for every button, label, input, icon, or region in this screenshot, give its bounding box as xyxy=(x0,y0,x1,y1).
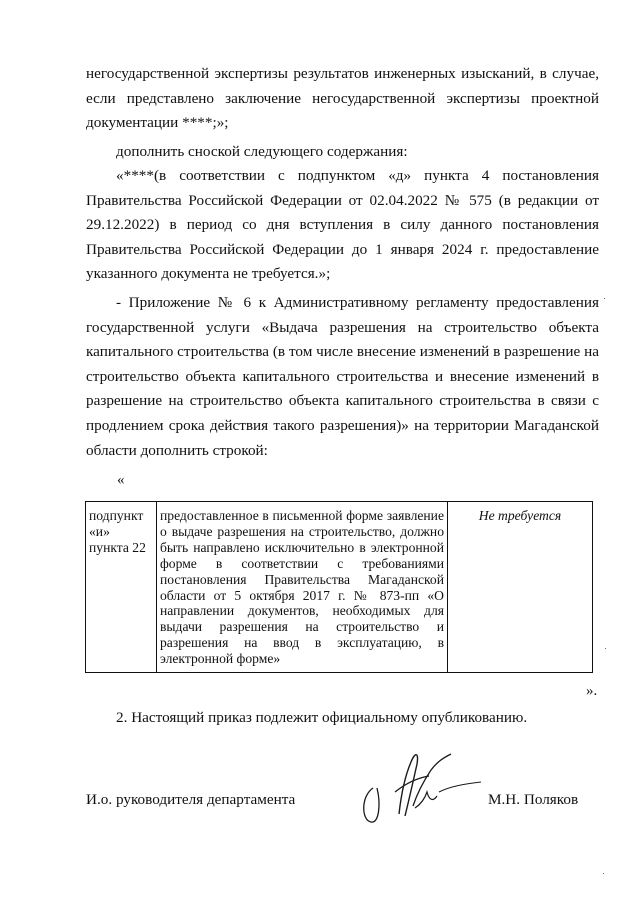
scan-speck xyxy=(603,873,604,874)
regulation-table xyxy=(85,501,593,673)
paragraph-footnote-intro xyxy=(86,140,599,165)
signatory-role: И.о. руководителя департамента xyxy=(86,791,296,808)
paragraph-expertise-text: негосударственной экспертизы результатов инженерных изысканий, в случае, если представлено заключение негосударственной экспертизы проектной документации ****;»; xyxy=(86,65,599,132)
signatory-name: М.Н. Поляков xyxy=(488,791,579,808)
paragraph-publication: 2. Настоящий приказ подлежит официальному опубликованию. xyxy=(116,709,528,726)
handwritten-signature xyxy=(355,748,485,826)
paragraph-footnote xyxy=(86,164,599,287)
scan-speck xyxy=(604,298,605,299)
paragraph-footnote-intro-text: дополнить сноской следующего содержания: xyxy=(116,143,408,160)
table-cell-subpoint: подпункт «и» пункта 22 xyxy=(86,502,157,673)
paragraph-expertise xyxy=(86,62,599,136)
table-cell-description: предоставленное в письменной форме заявление о выдаче разрешения на строительство, должно быть направлено исключительно в электронной форме в соответствии с требованиями постановления Правительства Магаданской области от 5 октября 2017 г. № 873-пп «О направлении документов, необходимых для выдачи разрешения на строительство и разрешения на ввод в эксплуатацию, в электронной форме» xyxy=(157,502,448,673)
table-close-quote: ». xyxy=(586,683,598,699)
table-open-quote: « xyxy=(117,472,125,488)
table-cell-requirement: Не требуется xyxy=(448,502,593,673)
paragraph-appendix xyxy=(86,291,599,463)
paragraph-appendix-text: - Приложение № 6 к Административному регламенту предоставления государственной услуги «Выдача разрешения на строительство объекта капитального строительства (в том числе внесение изменений в разрешение на строительство объекта капитального строительства и внесение изменений в разрешение на строительство объекта капитального строительства в связи с продлением срока действия такого разрешения)» на территории Магаданской области дополнить строкой: xyxy=(86,294,599,459)
paragraph-footnote-text: «****(в соответствии с подпунктом «д» пункта 4 постановления Правительства Российской Федерации от 02.04.2022 № 575 (в редакции от 29.12.2022) в период со дня вступления в силу данного постановления Правительства Российской Федерации до 1 января 2024 г. предоставление указанного документа не требуется.»; xyxy=(86,167,599,283)
scan-speck xyxy=(605,648,606,649)
table-row xyxy=(86,502,593,673)
